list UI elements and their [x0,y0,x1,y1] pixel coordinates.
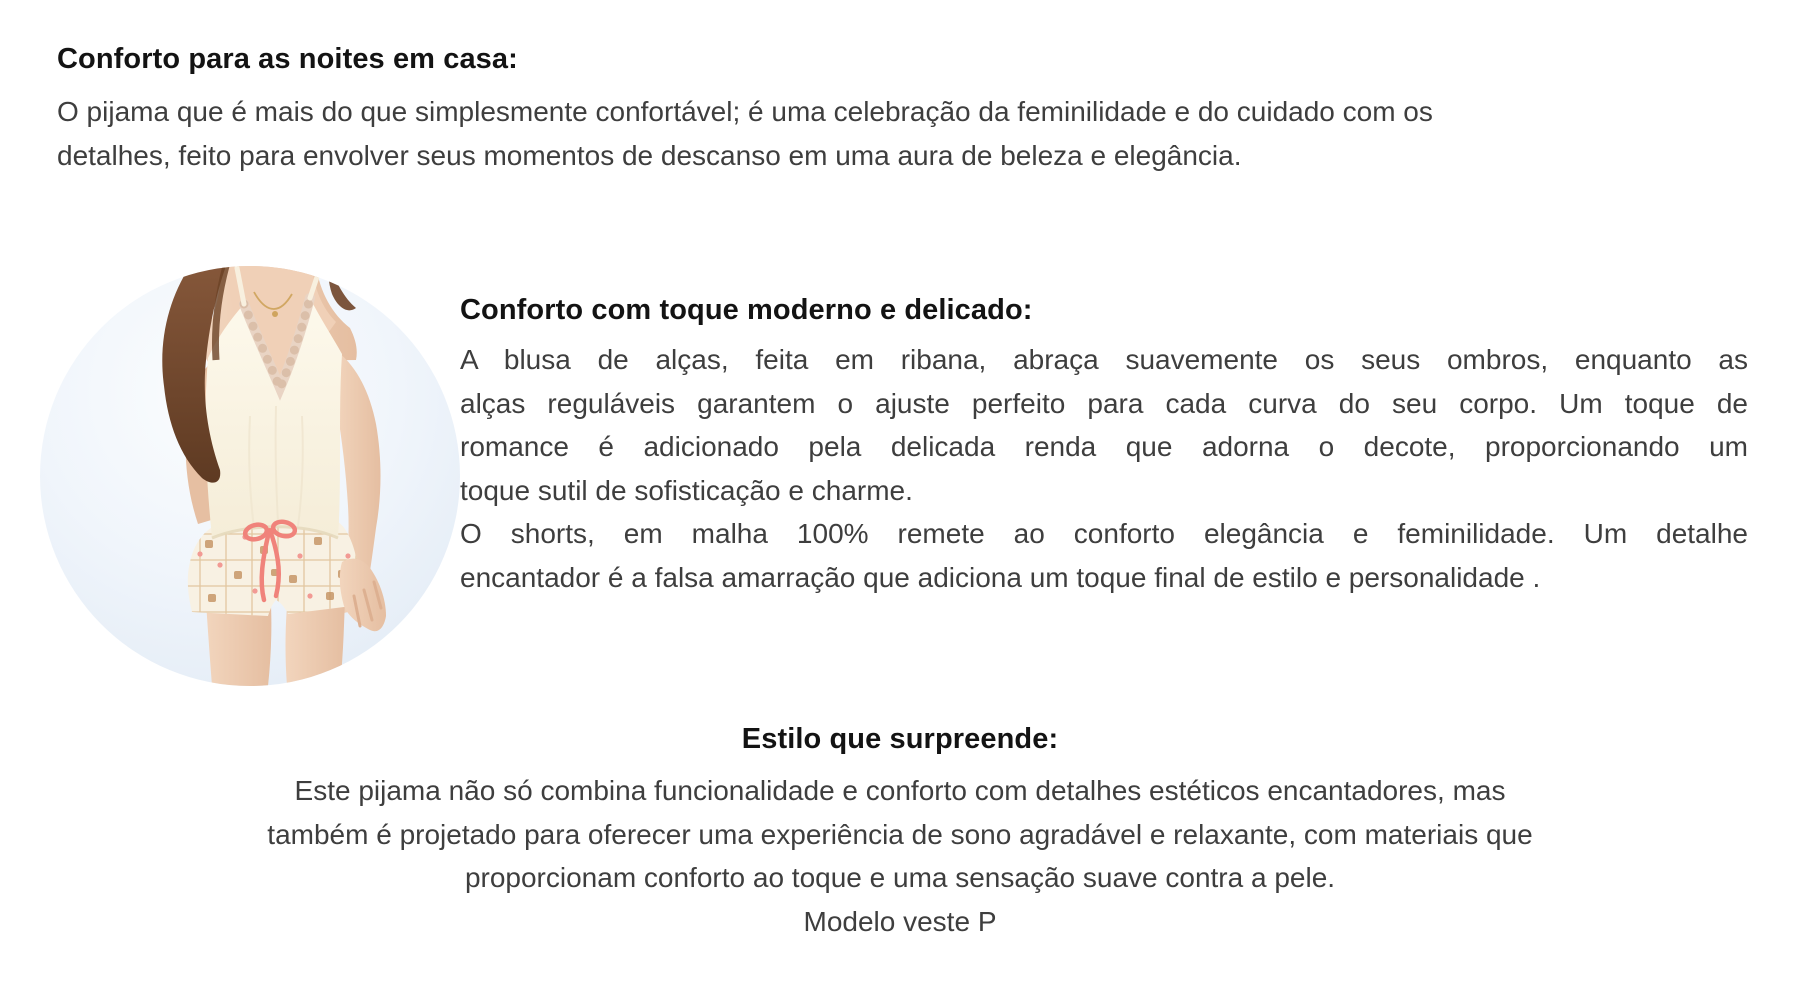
model-size-note: Modelo veste P [803,905,997,937]
feature-text-line: alças reguláveis garantem o ajuste perfeito para cada curva do seu corpo. Um toque de [460,387,1748,419]
style-heading: Estilo que surpreende: [741,723,1059,755]
feature-text-line: A blusa de alças, feita em ribana, abraça suavemente os seus ombros, enquanto as [460,344,1748,375]
style-text-line: também é projetado para oferecer uma experiência de sono agradável e relaxante, com materiais que [267,818,1533,850]
model-photo [40,266,460,686]
feature-text-line: toque sutil de sofisticação e charme. [460,474,913,506]
model-hand [340,559,386,632]
feature-text-line: O shorts, em malha 100% remete ao conforto elegância e feminilidade. Um detalhe [460,518,1748,549]
feature-text-line: romance é adicionado pela delicada renda que adorna o decote, proporcionando um [460,431,1748,462]
intro-text-line: detalhes, feito para envolver seus momentos de descanso em uma aura de beleza e elegância. [57,139,1242,171]
intro-text-line: O pijama que é mais do que simplesmente confortável; é uma celebração da feminilidade e do cuidado com os [57,96,1433,127]
intro-heading: Conforto para as noites em casa: [57,43,518,75]
model-photo-illustration [40,266,460,686]
feature-heading: Conforto com toque moderno e delicado: [460,294,1033,326]
style-text-line: proporcionam conforto ao toque e uma sensação suave contra a pele. [464,862,1336,893]
style-text-line: Este pijama não só combina funcionalidade e conforto com detalhes estéticos encantadores, mas [294,775,1506,806]
section-feature [460,293,1748,599]
section-style [0,722,1800,943]
section-intro [57,42,1717,177]
feature-text-line: encantador é a falsa amarração que adiciona um toque final de estilo e personalidade . [460,561,1541,593]
